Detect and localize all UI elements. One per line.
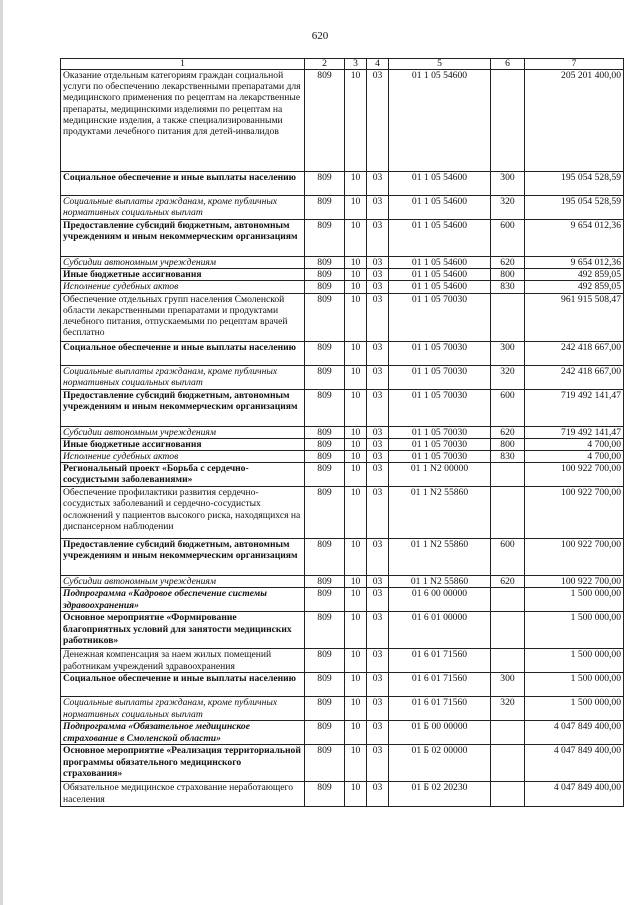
target-article-code: 01 1 05 54600 bbox=[389, 70, 491, 172]
section-code: 10 bbox=[345, 721, 367, 745]
ministry-code: 809 bbox=[305, 721, 345, 745]
expense-type-code: 600 bbox=[491, 539, 525, 576]
section-code: 10 bbox=[345, 257, 367, 269]
ministry-code: 809 bbox=[305, 293, 345, 341]
row-description: Социальные выплаты гражданам, кроме публичных нормативных социальных выплат bbox=[61, 365, 305, 389]
ministry-code: 809 bbox=[305, 269, 345, 281]
amount: 1 500 000,00 bbox=[525, 612, 624, 649]
target-article-code: 01 1 05 54600 bbox=[389, 269, 491, 281]
table-row bbox=[61, 539, 624, 576]
table-row bbox=[61, 293, 624, 341]
table-row bbox=[61, 487, 624, 539]
column-header: 4 bbox=[367, 59, 389, 70]
table-row bbox=[61, 281, 624, 293]
subsection-code: 03 bbox=[367, 281, 389, 293]
section-code: 10 bbox=[345, 281, 367, 293]
page-number: 620 bbox=[311, 30, 329, 42]
target-article-code: 01 Б 02 20230 bbox=[389, 782, 491, 807]
expense-type-code: 600 bbox=[491, 389, 525, 426]
target-article-code: 01 Б 02 00000 bbox=[389, 745, 491, 782]
expense-type-code: 620 bbox=[491, 257, 525, 269]
section-code: 10 bbox=[345, 341, 367, 365]
row-description: Региональный проект «Борьба с сердечно-сосудистыми заболеваниями» bbox=[61, 463, 305, 487]
ministry-code: 809 bbox=[305, 576, 345, 588]
table-row bbox=[61, 745, 624, 782]
row-description: Субсидии автономным учреждениям bbox=[61, 576, 305, 588]
subsection-code: 03 bbox=[367, 438, 389, 450]
amount: 100 922 700,00 bbox=[525, 576, 624, 588]
row-description: Социальное обеспечение и иные выплаты населению bbox=[61, 172, 305, 196]
amount: 195 054 528,59 bbox=[525, 172, 624, 196]
row-description: Субсидии автономным учреждениям bbox=[61, 426, 305, 438]
subsection-code: 03 bbox=[367, 539, 389, 576]
ministry-code: 809 bbox=[305, 673, 345, 697]
section-code: 10 bbox=[345, 293, 367, 341]
ministry-code: 809 bbox=[305, 281, 345, 293]
ministry-code: 809 bbox=[305, 257, 345, 269]
subsection-code: 03 bbox=[367, 612, 389, 649]
target-article-code: 01 1 N2 55860 bbox=[389, 576, 491, 588]
subsection-code: 03 bbox=[367, 576, 389, 588]
row-description: Обязательное медицинское страхование неработающего населения bbox=[61, 782, 305, 807]
expense-type-code bbox=[491, 649, 525, 673]
target-article-code: 01 6 00 00000 bbox=[389, 588, 491, 612]
target-article-code: 01 6 01 71560 bbox=[389, 649, 491, 673]
target-article-code: 01 Б 00 00000 bbox=[389, 721, 491, 745]
subsection-code: 03 bbox=[367, 257, 389, 269]
section-code: 10 bbox=[345, 649, 367, 673]
section-code: 10 bbox=[345, 539, 367, 576]
table-row bbox=[61, 172, 624, 196]
target-article-code: 01 1 05 70030 bbox=[389, 341, 491, 365]
column-header: 3 bbox=[345, 59, 367, 70]
table-row bbox=[61, 782, 624, 807]
subsection-code: 03 bbox=[367, 172, 389, 196]
scan-edge bbox=[0, 0, 3, 905]
table-row bbox=[61, 389, 624, 426]
section-code: 10 bbox=[345, 463, 367, 487]
section-code: 10 bbox=[345, 70, 367, 172]
subsection-code: 03 bbox=[367, 451, 389, 463]
target-article-code: 01 1 05 70030 bbox=[389, 365, 491, 389]
table-row bbox=[61, 438, 624, 450]
column-header: 6 bbox=[491, 59, 525, 70]
target-article-code: 01 1 N2 55860 bbox=[389, 539, 491, 576]
amount: 9 654 012,36 bbox=[525, 220, 624, 257]
amount: 4 700,00 bbox=[525, 438, 624, 450]
expense-type-code: 800 bbox=[491, 438, 525, 450]
section-code: 10 bbox=[345, 220, 367, 257]
section-code: 10 bbox=[345, 745, 367, 782]
target-article-code: 01 1 05 54600 bbox=[389, 220, 491, 257]
target-article-code: 01 1 05 54600 bbox=[389, 196, 491, 220]
row-description: Исполнение судебных актов bbox=[61, 451, 305, 463]
expense-type-code bbox=[491, 463, 525, 487]
ministry-code: 809 bbox=[305, 649, 345, 673]
row-description: Предоставление субсидий бюджетным, автономным учреждениям и иным некоммерческим организациям bbox=[61, 539, 305, 576]
target-article-code: 01 1 05 54600 bbox=[389, 172, 491, 196]
expense-type-code bbox=[491, 293, 525, 341]
expense-type-code: 320 bbox=[491, 365, 525, 389]
amount: 4 047 849 400,00 bbox=[525, 745, 624, 782]
subsection-code: 03 bbox=[367, 463, 389, 487]
expense-type-code: 830 bbox=[491, 281, 525, 293]
expense-type-code: 300 bbox=[491, 341, 525, 365]
table-row bbox=[61, 697, 624, 721]
amount: 1 500 000,00 bbox=[525, 649, 624, 673]
amount: 195 054 528,59 bbox=[525, 196, 624, 220]
ministry-code: 809 bbox=[305, 487, 345, 539]
amount: 9 654 012,36 bbox=[525, 257, 624, 269]
target-article-code: 01 1 05 70030 bbox=[389, 389, 491, 426]
target-article-code: 01 1 05 70030 bbox=[389, 438, 491, 450]
target-article-code: 01 6 01 00000 bbox=[389, 612, 491, 649]
expense-type-code: 620 bbox=[491, 576, 525, 588]
row-description: Предоставление субсидий бюджетным, автономным учреждениям и иным некоммерческим организациям bbox=[61, 389, 305, 426]
section-code: 10 bbox=[345, 365, 367, 389]
row-description: Подпрограмма «Обязательное медицинское страхование в Смоленской области» bbox=[61, 721, 305, 745]
ministry-code: 809 bbox=[305, 539, 345, 576]
amount: 1 500 000,00 bbox=[525, 673, 624, 697]
row-description: Социальные выплаты гражданам, кроме публичных нормативных социальных выплат bbox=[61, 196, 305, 220]
row-description: Социальное обеспечение и иные выплаты населению bbox=[61, 673, 305, 697]
table-row bbox=[61, 588, 624, 612]
expense-type-code bbox=[491, 70, 525, 172]
expense-type-code: 320 bbox=[491, 697, 525, 721]
target-article-code: 01 6 01 71560 bbox=[389, 697, 491, 721]
row-description: Оказание отдельным категориям граждан социальной услуги по обеспечению лекарственными препаратами для медицинского применения по рецептам на лекарственные препараты, медицинскими изделиями по рецептам на медицинские изделия, а также специализированными продуктами лечебного питания для детей-инвалидов bbox=[61, 70, 305, 172]
expense-type-code: 830 bbox=[491, 451, 525, 463]
row-description: Иные бюджетные ассигнования bbox=[61, 269, 305, 281]
subsection-code: 03 bbox=[367, 649, 389, 673]
expense-type-code: 800 bbox=[491, 269, 525, 281]
table-row bbox=[61, 269, 624, 281]
ministry-code: 809 bbox=[305, 365, 345, 389]
ministry-code: 809 bbox=[305, 438, 345, 450]
expense-type-code: 320 bbox=[491, 196, 525, 220]
amount: 1 500 000,00 bbox=[525, 588, 624, 612]
target-article-code: 01 1 05 70030 bbox=[389, 426, 491, 438]
subsection-code: 03 bbox=[367, 487, 389, 539]
table-row bbox=[61, 365, 624, 389]
ministry-code: 809 bbox=[305, 697, 345, 721]
subsection-code: 03 bbox=[367, 782, 389, 807]
table-row bbox=[61, 341, 624, 365]
expense-type-code bbox=[491, 612, 525, 649]
section-code: 10 bbox=[345, 782, 367, 807]
subsection-code: 03 bbox=[367, 745, 389, 782]
budget-table bbox=[60, 58, 624, 807]
ministry-code: 809 bbox=[305, 341, 345, 365]
target-article-code: 01 1 N2 55860 bbox=[389, 487, 491, 539]
amount: 242 418 667,00 bbox=[525, 365, 624, 389]
section-code: 10 bbox=[345, 426, 367, 438]
amount: 100 922 700,00 bbox=[525, 487, 624, 539]
subsection-code: 03 bbox=[367, 588, 389, 612]
expense-type-code bbox=[491, 588, 525, 612]
column-header: 7 bbox=[525, 59, 624, 70]
amount: 1 500 000,00 bbox=[525, 697, 624, 721]
section-code: 10 bbox=[345, 697, 367, 721]
subsection-code: 03 bbox=[367, 70, 389, 172]
row-description: Подпрограмма «Кадровое обеспечение системы здравоохранения» bbox=[61, 588, 305, 612]
subsection-code: 03 bbox=[367, 426, 389, 438]
amount: 100 922 700,00 bbox=[525, 463, 624, 487]
amount: 4 700,00 bbox=[525, 451, 624, 463]
expense-type-code bbox=[491, 721, 525, 745]
table-row bbox=[61, 721, 624, 745]
subsection-code: 03 bbox=[367, 269, 389, 281]
section-code: 10 bbox=[345, 269, 367, 281]
ministry-code: 809 bbox=[305, 451, 345, 463]
section-code: 10 bbox=[345, 389, 367, 426]
amount: 492 859,05 bbox=[525, 269, 624, 281]
subsection-code: 03 bbox=[367, 673, 389, 697]
expense-type-code bbox=[491, 782, 525, 807]
row-description: Денежная компенсация за наем жилых помещений работникам учреждений здравоохранения bbox=[61, 649, 305, 673]
expense-type-code: 300 bbox=[491, 673, 525, 697]
ministry-code: 809 bbox=[305, 70, 345, 172]
target-article-code: 01 1 05 70030 bbox=[389, 451, 491, 463]
table-row bbox=[61, 463, 624, 487]
amount: 205 201 400,00 bbox=[525, 70, 624, 172]
row-description: Обеспечение профилактики развития сердечно-сосудистых заболеваний и сердечно-сосудистых осложнений у пациентов высокого риска, находящихся на диспансерном наблюдении bbox=[61, 487, 305, 539]
column-header: 1 bbox=[61, 59, 305, 70]
ministry-code: 809 bbox=[305, 426, 345, 438]
column-header: 5 bbox=[389, 59, 491, 70]
table-row bbox=[61, 451, 624, 463]
amount: 4 047 849 400,00 bbox=[525, 782, 624, 807]
amount: 492 859,05 bbox=[525, 281, 624, 293]
subsection-code: 03 bbox=[367, 697, 389, 721]
ministry-code: 809 bbox=[305, 172, 345, 196]
target-article-code: 01 1 N2 00000 bbox=[389, 463, 491, 487]
table-row bbox=[61, 649, 624, 673]
table-row bbox=[61, 196, 624, 220]
amount: 4 047 849 400,00 bbox=[525, 721, 624, 745]
table-row bbox=[61, 70, 624, 172]
expense-type-code: 620 bbox=[491, 426, 525, 438]
table-row bbox=[61, 576, 624, 588]
subsection-code: 03 bbox=[367, 365, 389, 389]
ministry-code: 809 bbox=[305, 782, 345, 807]
row-description: Социальные выплаты гражданам, кроме публичных нормативных социальных выплат bbox=[61, 697, 305, 721]
target-article-code: 01 1 05 70030 bbox=[389, 293, 491, 341]
table-row bbox=[61, 612, 624, 649]
row-description: Предоставление субсидий бюджетным, автономным учреждениям и иным некоммерческим организациям bbox=[61, 220, 305, 257]
subsection-code: 03 bbox=[367, 721, 389, 745]
ministry-code: 809 bbox=[305, 612, 345, 649]
expense-type-code bbox=[491, 487, 525, 539]
section-code: 10 bbox=[345, 172, 367, 196]
target-article-code: 01 1 05 54600 bbox=[389, 281, 491, 293]
ministry-code: 809 bbox=[305, 588, 345, 612]
expense-type-code: 300 bbox=[491, 172, 525, 196]
subsection-code: 03 bbox=[367, 293, 389, 341]
section-code: 10 bbox=[345, 612, 367, 649]
row-description: Обеспечение отдельных групп населения Смоленской области лекарственными препаратами и продуктами лечебного питания, отпускаемыми по рецептам врачей бесплатно bbox=[61, 293, 305, 341]
subsection-code: 03 bbox=[367, 220, 389, 257]
column-number-row bbox=[61, 59, 624, 70]
amount: 242 418 667,00 bbox=[525, 341, 624, 365]
row-description: Исполнение судебных актов bbox=[61, 281, 305, 293]
table-row bbox=[61, 257, 624, 269]
amount: 100 922 700,00 bbox=[525, 539, 624, 576]
ministry-code: 809 bbox=[305, 389, 345, 426]
target-article-code: 01 1 05 54600 bbox=[389, 257, 491, 269]
ministry-code: 809 bbox=[305, 196, 345, 220]
ministry-code: 809 bbox=[305, 220, 345, 257]
row-description: Основное мероприятие «Формирование благоприятных условий для занятости медицинских работников» bbox=[61, 612, 305, 649]
target-article-code: 01 6 01 71560 bbox=[389, 673, 491, 697]
section-code: 10 bbox=[345, 438, 367, 450]
subsection-code: 03 bbox=[367, 389, 389, 426]
row-description: Субсидии автономным учреждениям bbox=[61, 257, 305, 269]
section-code: 10 bbox=[345, 588, 367, 612]
row-description: Социальное обеспечение и иные выплаты населению bbox=[61, 341, 305, 365]
subsection-code: 03 bbox=[367, 341, 389, 365]
amount: 961 915 508,47 bbox=[525, 293, 624, 341]
amount: 719 492 141,47 bbox=[525, 426, 624, 438]
row-description: Основное мероприятие «Реализация территориальной программы обязательного медицинского страхования» bbox=[61, 745, 305, 782]
expense-type-code: 600 bbox=[491, 220, 525, 257]
table-row bbox=[61, 220, 624, 257]
column-header: 2 bbox=[305, 59, 345, 70]
ministry-code: 809 bbox=[305, 745, 345, 782]
subsection-code: 03 bbox=[367, 196, 389, 220]
row-description: Иные бюджетные ассигнования bbox=[61, 438, 305, 450]
amount: 719 492 141,47 bbox=[525, 389, 624, 426]
section-code: 10 bbox=[345, 673, 367, 697]
table-row bbox=[61, 673, 624, 697]
section-code: 10 bbox=[345, 196, 367, 220]
table-row bbox=[61, 426, 624, 438]
section-code: 10 bbox=[345, 576, 367, 588]
section-code: 10 bbox=[345, 451, 367, 463]
section-code: 10 bbox=[345, 487, 367, 539]
ministry-code: 809 bbox=[305, 463, 345, 487]
expense-type-code bbox=[491, 745, 525, 782]
